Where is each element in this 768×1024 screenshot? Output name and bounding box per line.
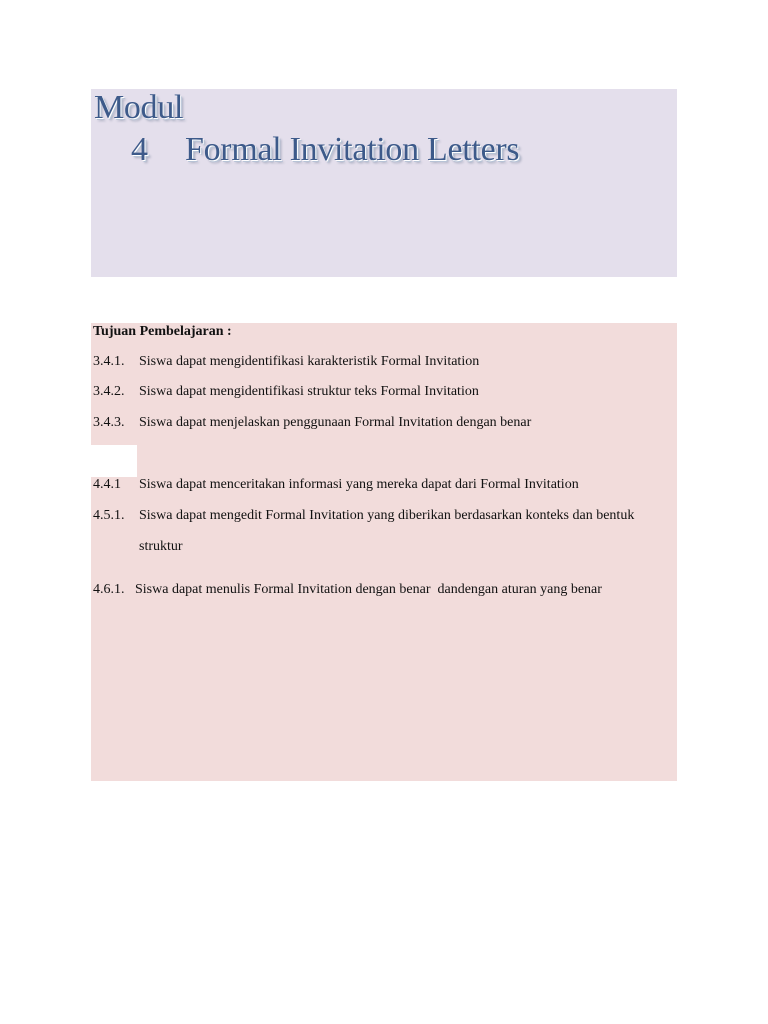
objectives-heading: Tujuan Pembelajaran :: [93, 324, 232, 339]
objective-item: [93, 414, 531, 432]
objective-number: 3.4.2.: [93, 384, 125, 399]
objective-number: 4.5.1.: [93, 508, 125, 523]
module-number: 4: [131, 131, 148, 168]
module-label: Modul: [94, 89, 184, 126]
objective-number: 3.4.1.: [93, 354, 125, 369]
objective-number: 4.4.1: [93, 477, 121, 492]
objective-item: [93, 507, 634, 525]
objective-text: Siswa dapat menulis Formal Invitation dengan benar dandengan aturan yang benar: [135, 582, 602, 597]
learning-objectives-box: [91, 323, 677, 781]
objective-text: Siswa dapat mengidentifikasi struktur teks Formal Invitation: [139, 384, 479, 399]
objective-item: [93, 353, 479, 371]
objective-item: [93, 476, 579, 494]
objective-text: Siswa dapat mengedit Formal Invitation yang diberikan berdasarkan konteks dan bentuk: [139, 508, 635, 523]
objective-item: [93, 383, 479, 401]
objective-text-continuation: struktur: [139, 539, 183, 554]
objective-text: Siswa dapat menceritakan informasi yang mereka dapat dari Formal Invitation: [139, 477, 579, 492]
objective-number: 4.6.1.: [93, 582, 125, 597]
objective-number: 3.4.3.: [93, 415, 125, 430]
blank-gap: [91, 445, 137, 477]
module-title: Formal Invitation Letters: [185, 131, 520, 168]
module-title-box: [91, 89, 677, 277]
objective-text: Siswa dapat menjelaskan penggunaan Formal Invitation dengan benar: [139, 415, 532, 430]
objective-item: [93, 581, 602, 599]
objective-text: Siswa dapat mengidentifikasi karakteristik Formal Invitation: [139, 354, 480, 369]
